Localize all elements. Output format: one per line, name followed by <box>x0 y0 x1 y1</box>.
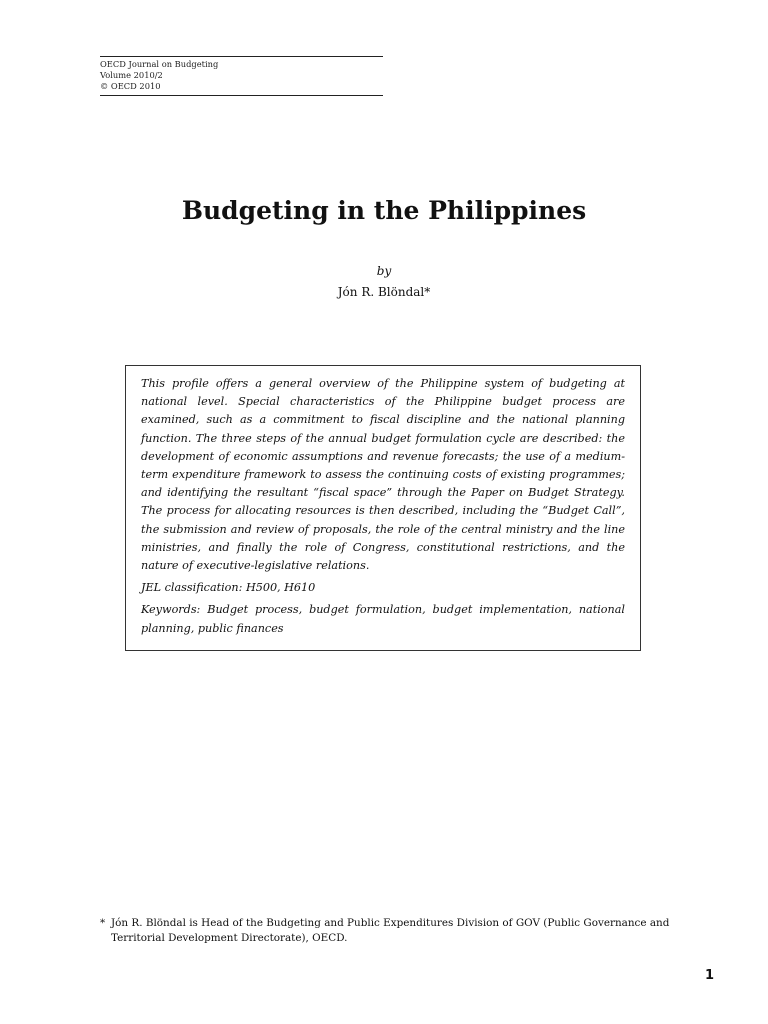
footnote <box>100 916 680 945</box>
footnote-mark: * <box>100 917 106 929</box>
jel-classification: JEL classification: H500, H610 <box>141 581 316 595</box>
journal-header <box>100 56 383 96</box>
paper-title: Budgeting in the Philippines <box>181 196 587 225</box>
author-name: Jón R. Blöndal* <box>337 285 431 299</box>
abstract-box <box>125 365 641 651</box>
journal-volume: Volume 2010/2 <box>100 70 163 80</box>
byline-by: by <box>376 264 392 278</box>
footnote-text: Jón R. Blöndal is Head of the Budgeting and Public Expenditures Division of GOV (Public Governance and Territorial Development Directorate), OECD. <box>111 917 670 944</box>
journal-copyright: © OECD 2010 <box>100 81 161 91</box>
abstract-text: This profile offers a general overview of the Philippine system of budgeting at national level. Special characteristics of the Philippine budget process are examined, such as a commitment to fiscal discipline and the national planning function. The three steps of the annual budget formulation cycle are described: the development of economic assumptions and revenue forecasts; the use of a medium-term expenditure framework to assess the continuing costs of existing programmes; and identifying the resultant “fiscal space” through the Paper on Budget Strategy. The process for allocating resources is then described, including the “Budget Call”, the submission and review of proposals, the role of the central ministry and the line ministries, and finally the role of Congress, constitutional restrictions, and the nature of executive-legislative relations. <box>141 377 625 573</box>
journal-name: OECD Journal on Budgeting <box>100 59 219 69</box>
keywords: Keywords: Budget process, budget formulation, budget implementation, national planning, public finances <box>141 603 625 635</box>
page-number: 1 <box>704 968 714 983</box>
